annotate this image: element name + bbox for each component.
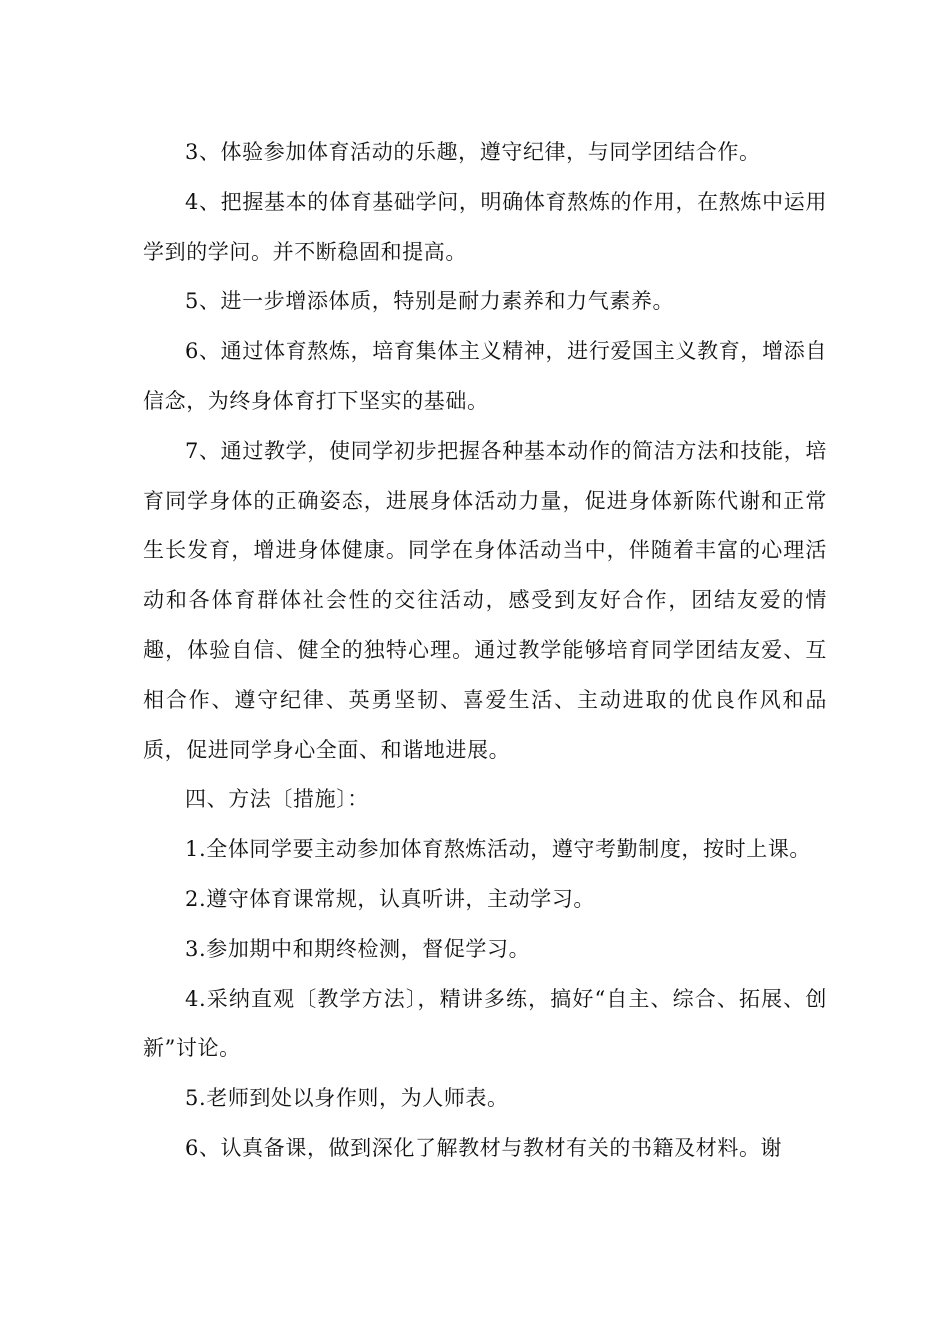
paragraph-method-5: 5.老师到处以身作则，为人师表。 <box>185 1086 509 1111</box>
paragraph-method-1: 1.全体同学要主动参加体育熬炼活动，遵守考勤制度，按时上课。 <box>185 837 812 862</box>
section-heading-methods: 四、方法〔措施〕： <box>185 787 369 812</box>
paragraph-goal-6: 6、通过体育熬炼，培育集体主义精神，进行爱国主义教育，增添自信念，为终身体育打下坚实的基础。 <box>143 339 827 413</box>
paragraph-goal-7: 7、通过教学，使同学初步把握各种基本动作的简洁方法和技能，培育同学身体的正确姿态，进展身体活动力量，促进身体新陈代谢和正常生长发育，增进身体健康。同学在身体活动当中，伴随着丰富的心理活动和各体育群体社会性的交往活动，感受到友好合作，团结友爱的情趣，体验自信、健全的独特心理。通过教学能够培育同学团结友爱、互相合作、遵守纪律、英勇坚韧、喜爱生活、主动进取的优良作风和品质，促进同学身心全面、和谐地进展。 <box>143 438 827 762</box>
paragraph-method-3: 3.参加期中和期终检测，督促学习。 <box>185 936 531 961</box>
paragraph-method-6: 6、认真备课，做到深化了解教材与教材有关的书籍及材料。谢 <box>185 1135 783 1160</box>
document-body <box>143 128 827 1174</box>
paragraph-method-2: 2.遵守体育课常规，认真听讲，主动学习。 <box>185 886 596 911</box>
paragraph-goal-3: 3、体验参加体育活动的乐趣，遵守纪律，与同学团结合作。 <box>185 140 761 164</box>
paragraph-method-4: 4.采纳直观〔教学方法〕，精讲多练，搞好“自主、综合、拓展、创新”讨论。 <box>143 986 827 1061</box>
paragraph-goal-5: 5、进一步增添体质，特别是耐力素养和力气素养。 <box>185 289 675 314</box>
paragraph-goal-4: 4、把握基本的体育基础学问，明确体育熬炼的作用，在熬炼中运用学到的学问。并不断稳固和提高。 <box>143 189 827 264</box>
